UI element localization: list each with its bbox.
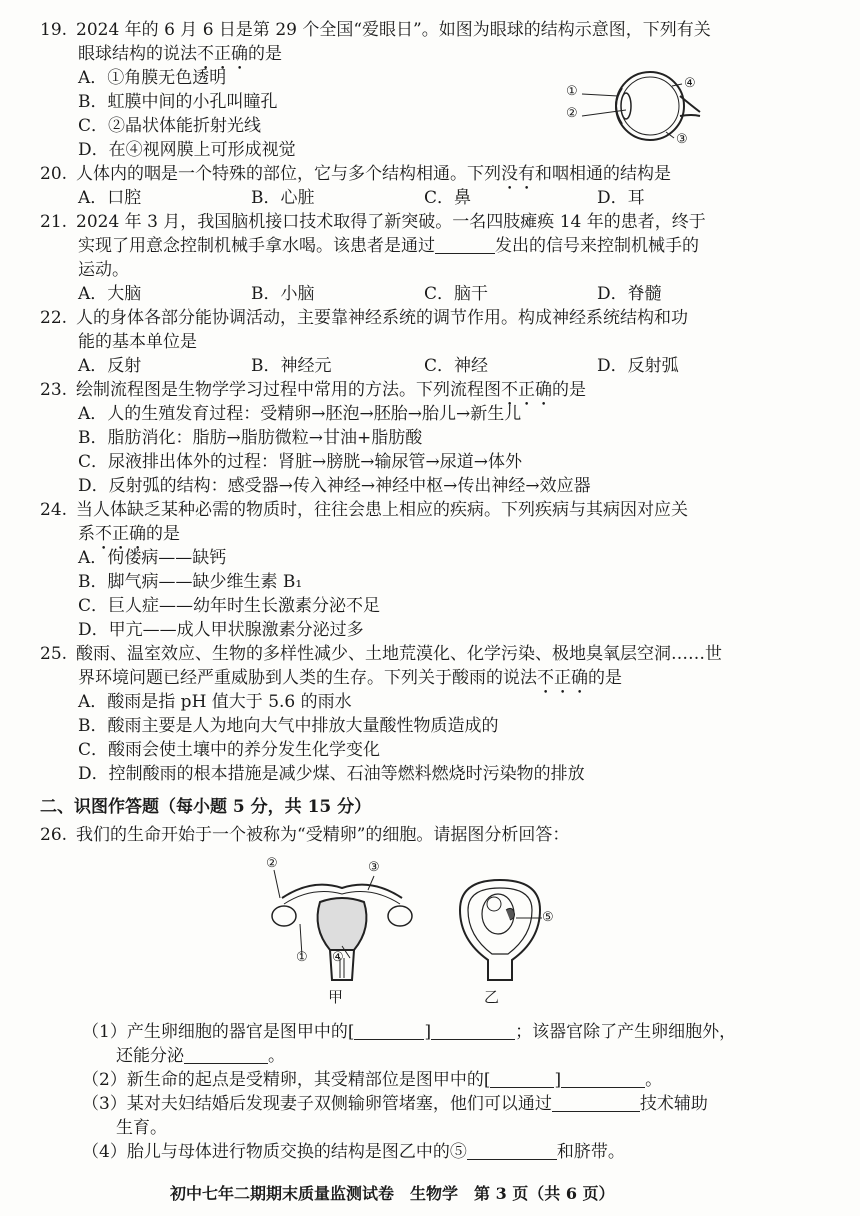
jia-label-2: ② — [266, 856, 278, 871]
page-footer: 初中七年二期期末质量监测试卷 生物学 第 3 页（共 6 页） — [170, 1184, 615, 1203]
q19-line1: 19. 2024 年的 6 月 6 日是第 29 个全国“爱眼日”。如图为眼球的结构示意图，下列有关 — [40, 20, 711, 40]
section-2-heading: 二、识图作答题（每小题 5 分，共 15 分） — [40, 797, 372, 817]
q24-option-a: A．佝偻病——缺钙 — [78, 548, 227, 568]
q20-option-d: D．耳 — [597, 188, 645, 208]
q20-options — [78, 186, 770, 210]
q23-stem: 23. 绘制流程图是生物学学习过程中常用的方法。下列流程图不正确的是 — [40, 380, 586, 400]
jia-label-3: ③ — [368, 860, 380, 875]
jia-label-1: ① — [296, 950, 308, 965]
q25-option-a: A．酸雨是指 pH 值大于 5.6 的雨水 — [78, 692, 352, 712]
q21-blank — [435, 235, 495, 254]
jia-label-4: ④ — [332, 950, 344, 965]
figure-jia-caption: 甲 — [328, 988, 344, 1006]
q26-sub1-line1: （1）产生卵细胞的器官是图甲中的[ ] ；该器官除了产生卵细胞外， — [82, 1022, 737, 1042]
eye-label-3: ③ — [676, 132, 688, 147]
q19-option-d: D．在④视网膜上可形成视觉 — [78, 140, 296, 160]
q20-option-a: A．口腔 — [78, 188, 142, 208]
q25-option-d: D．控制酸雨的根本措施是减少煤、石油等燃料燃烧时污染物的排放 — [78, 764, 585, 784]
q26-sub4-blank — [467, 1141, 557, 1160]
q23-option-b: B．脂肪消化：脂肪→脂肪微粒→甘油+脂肪酸 — [78, 428, 423, 448]
q22-options — [78, 354, 770, 378]
q22-option-a: A．反射 — [78, 356, 142, 376]
female-reproductive-diagram — [262, 858, 422, 988]
q19-option-c: C．②晶状体能折射光线 — [78, 116, 262, 136]
q24-line1: 24. 当人体缺乏某种必需的物质时，往往会患上相应的疾病。下列疾病与其病因对应关 — [40, 500, 688, 520]
q25-option-b: B．酸雨主要是人为地向大气中排放大量酸性物质造成的 — [78, 716, 499, 736]
q20-option-b: B．心脏 — [251, 188, 315, 208]
eye-label-2: ② — [566, 106, 578, 121]
q26-sub3-line2: 生育。 — [116, 1118, 167, 1138]
q26-sub1-line2: 还能分泌 。 — [116, 1046, 285, 1066]
q24-option-b: B．脚气病——缺少维生素 B₁ — [78, 572, 303, 592]
q19-line2: 眼球结构的说法不正确的是 — [78, 44, 282, 64]
q21-option-b: B．小脑 — [251, 284, 315, 304]
q20-stem: 20. 人体内的咽是一个特殊的部位，它与多个结构相通。下列没有和咽相通的结构是 — [40, 164, 671, 184]
fetus-in-uterus-diagram — [450, 880, 570, 990]
figure-yi-caption: 乙 — [484, 988, 500, 1006]
q26-sub1-blank1 — [354, 1021, 424, 1040]
q22-option-c: C．神经 — [424, 356, 489, 376]
q21-line3: 运动。 — [78, 260, 129, 280]
q26-sub3-line1: （3）某对夫妇结婚后发现妻子双侧输卵管堵塞，他们可以通过 技术辅助 — [82, 1094, 708, 1114]
q21-option-d: D．脊髓 — [597, 284, 662, 304]
q26-sub2-blank1 — [490, 1069, 554, 1088]
q24-option-c: C．巨人症——幼年时生长激素分泌不足 — [78, 596, 381, 616]
q26-sub4: （4）胎儿与母体进行物质交换的结构是图乙中的⑤ 和脐带。 — [82, 1142, 625, 1162]
q23-option-d: D．反射弧的结构：感受器→传入神经→神经中枢→传出神经→效应器 — [78, 476, 591, 496]
q20-option-c: C．鼻 — [424, 188, 472, 208]
q25-option-c: C．酸雨会使土壤中的养分发生化学变化 — [78, 740, 381, 760]
q19-option-b: B．虹膜中间的小孔叫瞳孔 — [78, 92, 278, 112]
q21-option-a: A．大脑 — [78, 284, 142, 304]
q23-option-a: A．人的生殖发育过程：受精卵→胚泡→胚胎→胎儿→新生儿 — [78, 404, 522, 424]
q25-line2: 界环境问题已经严重威胁到人类的生存。下列关于酸雨的说法不正确的是 — [78, 668, 622, 688]
eye-label-1: ① — [566, 84, 578, 99]
q19-option-a: A．①角膜无色透明 — [78, 68, 227, 88]
q21-line1: 21. 2024 年 3 月，我国脑机接口技术取得了新突破。一名四肢瘫痪 14 年的患者，终于 — [40, 212, 706, 232]
q24-option-d: D．甲亢——成人甲状腺激素分泌过多 — [78, 620, 364, 640]
q24-line2: 系不正确的是 — [78, 524, 180, 544]
q26-stem: 26. 我们的生命开始于一个被称为“受精卵”的细胞。请据图分析回答： — [40, 825, 570, 845]
q26-sub1-blank3 — [184, 1045, 268, 1064]
q21-line2: 实现了用意念控制机械手拿水喝。该患者是通过 发出的信号来控制机械手的 — [78, 236, 699, 256]
q25-line1: 25. 酸雨、温室效应、生物的多样性减少、土地荒漠化、化学污染、极地臭氧层空洞……世 — [40, 644, 722, 664]
q22-option-b: B．神经元 — [251, 356, 332, 376]
q26-sub1-blank2 — [431, 1021, 515, 1040]
eye-label-4: ④ — [684, 76, 696, 91]
q22-line2: 能的基本单位是 — [78, 332, 197, 352]
q21-option-c: C．脑干 — [424, 284, 489, 304]
q26-sub2: （2）新生命的起点是受精卵，其受精部位是图甲中的[ ] 。 — [82, 1070, 663, 1090]
q21-options — [78, 282, 770, 306]
q23-option-c: C．尿液排出体外的过程：肾脏→膀胱→输尿管→尿道→体外 — [78, 452, 522, 472]
q22-line1: 22. 人的身体各部分能协调活动，主要靠神经系统的调节作用。构成神经系统结构和功 — [40, 308, 688, 328]
q19-number: 19. — [40, 20, 68, 40]
q26-sub2-blank2 — [561, 1069, 645, 1088]
q22-option-d: D．反射弧 — [597, 356, 679, 376]
q26-sub3-blank — [552, 1093, 640, 1112]
yi-label-5: ⑤ — [542, 910, 554, 925]
